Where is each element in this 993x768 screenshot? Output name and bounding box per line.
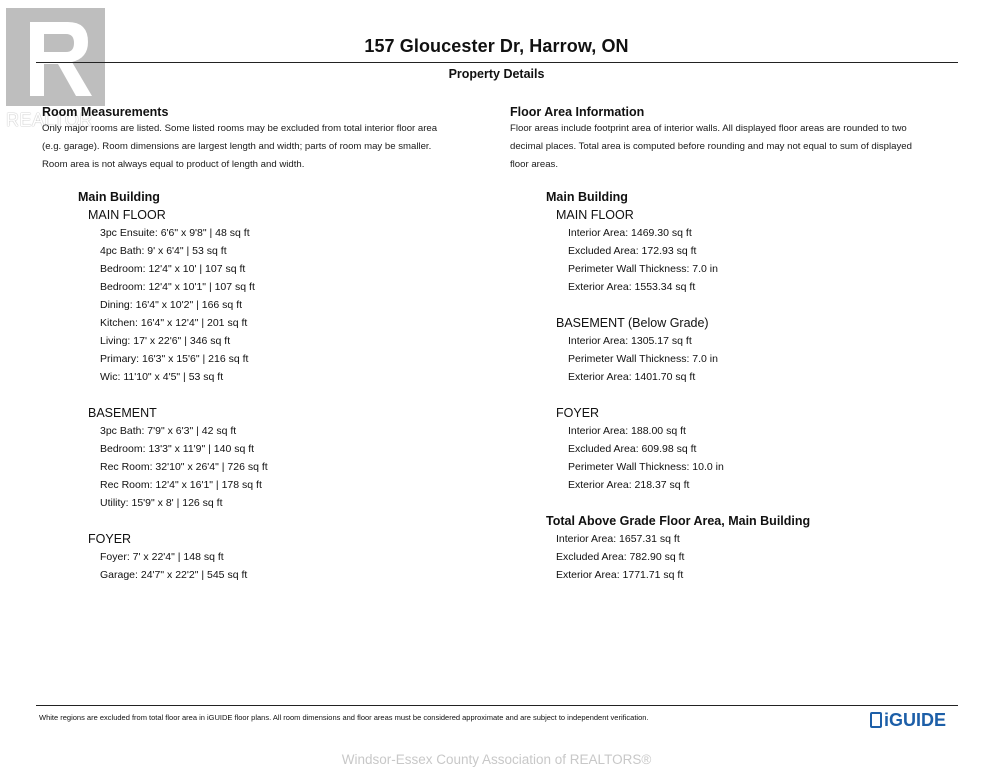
room-measurements-heading: Room Measurements (42, 105, 169, 119)
note-line: Room area is not always equal to product of length and width. (42, 159, 305, 170)
floor-area-note (510, 120, 960, 174)
area-item: Interior Area: 1469.30 sq ft (568, 227, 692, 239)
area-item: Perimeter Wall Thickness: 10.0 in (568, 461, 724, 473)
area-item: Interior Area: 1305.17 sq ft (568, 335, 692, 347)
iguide-mark-icon (870, 712, 882, 728)
page-title: 157 Gloucester Dr, Harrow, ON (364, 36, 629, 56)
total-area-item: Interior Area: 1657.31 sq ft (556, 533, 680, 545)
area-item: Excluded Area: 609.98 sq ft (568, 443, 697, 455)
area-item: Interior Area: 188.00 sq ft (568, 425, 686, 437)
note-line: Floor areas include footprint area of interior walls. All displayed floor areas are rounded to two (510, 123, 907, 134)
floor-name-basement: BASEMENT (88, 406, 157, 420)
note-line: (e.g. garage). Room dimensions are largest length and width; parts of room may be smaller. (42, 141, 432, 152)
room-item: 3pc Bath: 7'9" x 6'3" | 42 sq ft (100, 425, 237, 437)
room-item: Primary: 16'3" x 15'6" | 216 sq ft (100, 353, 249, 365)
room-item: Bedroom: 13'3" x 11'9" | 140 sq ft (100, 443, 255, 455)
room-item: Bedroom: 12'4" x 10' | 107 sq ft (100, 263, 246, 275)
note-line: decimal places. Total area is computed before rounding and may not equal to sum of displayed (510, 141, 912, 152)
iguide-logo-text: iGUIDE (884, 709, 947, 730)
room-item: Kitchen: 16'4" x 12'4" | 201 sq ft (100, 317, 248, 329)
room-item: Living: 17' x 22'6" | 346 sq ft (100, 335, 231, 347)
note-line: Only major rooms are listed. Some listed rooms may be excluded from total interior floor area (42, 123, 438, 134)
floor-name-main: MAIN FLOOR (556, 208, 634, 222)
room-item: Bedroom: 12'4" x 10'1" | 107 sq ft (100, 281, 255, 293)
area-item: Perimeter Wall Thickness: 7.0 in (568, 353, 718, 365)
note-line: floor areas. (510, 159, 558, 170)
area-item: Excluded Area: 172.93 sq ft (568, 245, 697, 257)
room-item: Utility: 15'9" x 8' | 126 sq ft (100, 497, 223, 509)
floor-name-foyer: FOYER (556, 406, 600, 420)
floor-name-main: MAIN FLOOR (88, 208, 166, 222)
footer-divider (36, 705, 958, 706)
room-item: 4pc Bath: 9' x 6'4" | 53 sq ft (100, 245, 227, 257)
floor-name-basement: BASEMENT (Below Grade) (556, 316, 709, 330)
room-item: Wic: 11'10" x 4'5" | 53 sq ft (100, 371, 224, 383)
room-item: Garage: 24'7" x 22'2" | 545 sq ft (100, 569, 248, 581)
area-item: Exterior Area: 218.37 sq ft (568, 479, 690, 491)
total-area-item: Excluded Area: 782.90 sq ft (556, 551, 685, 563)
page-subtitle: Property Details (448, 67, 545, 81)
floor-area-section (510, 104, 960, 584)
association-watermark: Windsor-Essex County Association of REALTORS® (341, 752, 652, 767)
area-item: Exterior Area: 1553.34 sq ft (568, 281, 696, 293)
floor-area-heading: Floor Area Information (510, 105, 645, 119)
total-area-item: Exterior Area: 1771.71 sq ft (556, 569, 684, 581)
iguide-logo (870, 708, 960, 732)
room-item: Dining: 16'4" x 10'2" | 166 sq ft (100, 299, 243, 311)
room-measurements-note (42, 120, 492, 174)
area-item: Perimeter Wall Thickness: 7.0 in (568, 263, 718, 275)
area-item: Exterior Area: 1401.70 sq ft (568, 371, 696, 383)
room-item: Rec Room: 12'4" x 16'1" | 178 sq ft (100, 479, 262, 491)
realtor-logo-text: REALTOR (6, 110, 93, 130)
room-item: Rec Room: 32'10" x 26'4" | 726 sq ft (100, 461, 268, 473)
room-item: Foyer: 7' x 22'4" | 148 sq ft (100, 551, 224, 563)
room-measurements-section (42, 104, 492, 584)
total-area-heading: Total Above Grade Floor Area, Main Building (546, 514, 811, 528)
title-divider (36, 62, 958, 63)
room-item: 3pc Ensuite: 6'6" x 9'8" | 48 sq ft (100, 227, 250, 239)
building-name: Main Building (78, 190, 160, 204)
footer-disclaimer: White regions are excluded from total floor area in iGUIDE floor plans. All room dimensions and floor areas must be considered approximate and are subject to independent verification. (39, 713, 649, 722)
building-name: Main Building (546, 190, 628, 204)
floor-name-foyer: FOYER (88, 532, 132, 546)
